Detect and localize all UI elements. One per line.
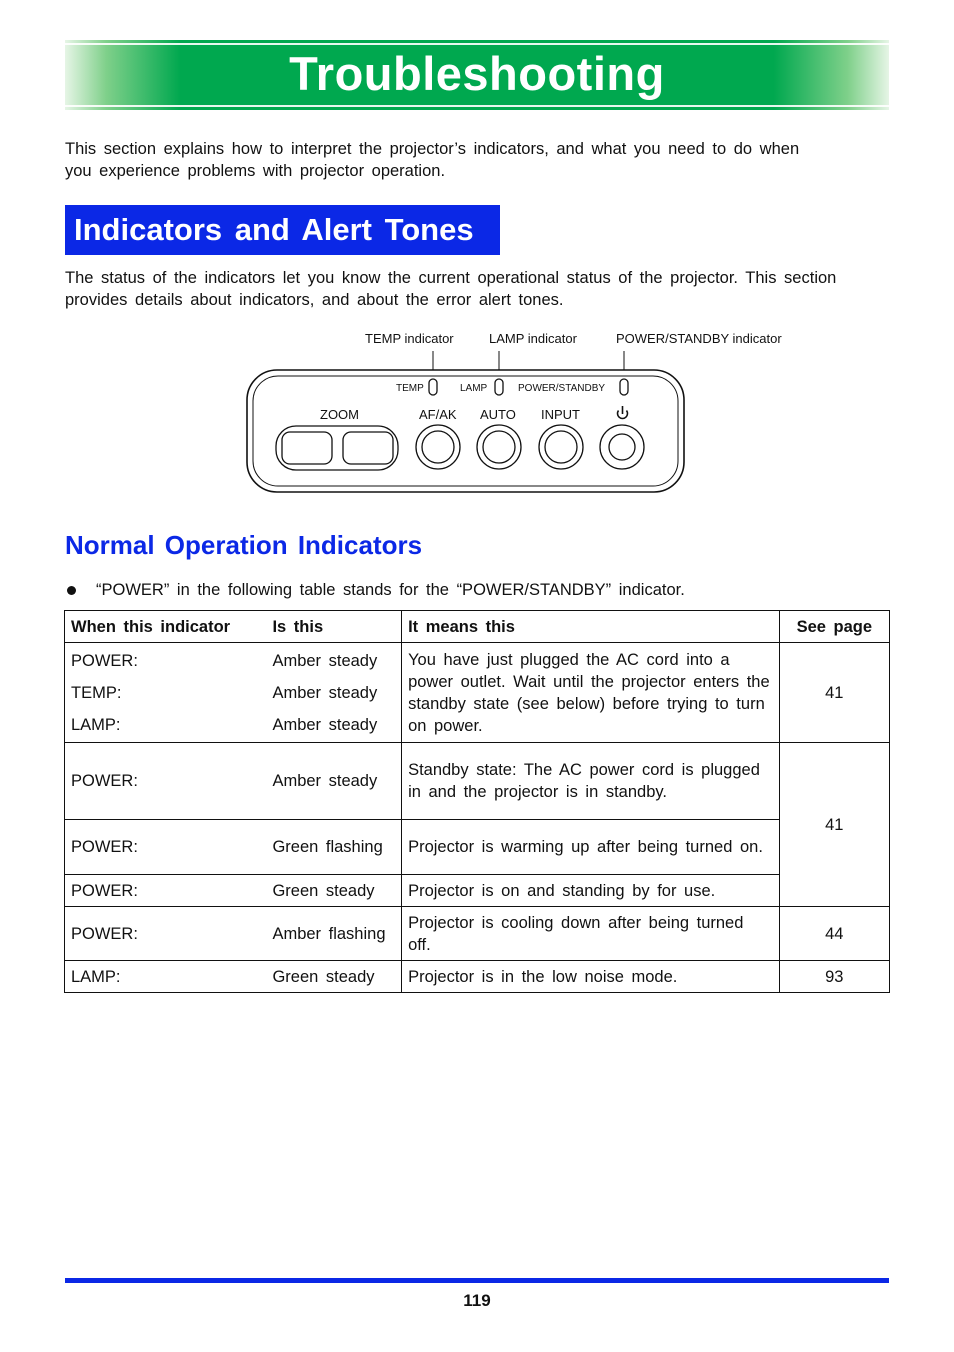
power-panel-label: POWER/STANDBY xyxy=(518,383,606,394)
section-paragraph: The status of the indicators let you know the current operational status of the projector. This section provides details about indicators, and about the error alert tones. xyxy=(65,269,837,309)
lamp-indicator-lamp xyxy=(495,379,503,395)
header-see-page: See page xyxy=(779,611,889,643)
banner-bottom-rule xyxy=(65,105,889,107)
lamp-indicator-callout: LAMP indicator xyxy=(489,331,577,346)
table-row xyxy=(65,961,890,993)
page-ref-cell: 41 xyxy=(779,743,889,907)
page-ref-cell: 41 xyxy=(779,643,889,743)
power-button xyxy=(609,434,635,460)
afak-label: AF/AK xyxy=(419,407,457,422)
table-row xyxy=(65,643,890,743)
indicator-state-cell xyxy=(266,643,401,743)
page-ref-cell: 44 xyxy=(779,907,889,961)
temp-indicator-callout: TEMP indicator xyxy=(365,331,454,346)
power-indicator-lamp xyxy=(620,379,628,395)
indicator-state: Amber flashing xyxy=(266,907,401,961)
indicator-name-cell xyxy=(65,643,267,743)
section-heading: Indicators and Alert Tones xyxy=(74,212,474,247)
indicator-state: Green flashing xyxy=(266,820,401,875)
indicator-table xyxy=(64,610,890,993)
meaning-cell: Standby state: The AC power cord is plugged in and the projector is in standby. xyxy=(402,743,780,820)
control-panel-diagram xyxy=(240,325,800,500)
indicator-state: Amber steady xyxy=(266,743,401,820)
zoom-label: ZOOM xyxy=(320,407,359,422)
meaning-cell: Projector is on and standing by for use. xyxy=(402,875,780,907)
auto-label: AUTO xyxy=(480,407,516,422)
zoom-in-button xyxy=(343,432,393,464)
table-row xyxy=(65,907,890,961)
meaning-cell: Projector is cooling down after being turned off. xyxy=(402,907,780,961)
indicator-state: Green steady xyxy=(266,961,401,993)
indicator-name: POWER: xyxy=(65,907,267,961)
lamp-panel-label: LAMP xyxy=(460,383,488,394)
zoom-out-button xyxy=(282,432,332,464)
intro-paragraph: This section explains how to interpret the projector’s indicators, and what you need to do when you experience problems with projector operation. xyxy=(65,140,800,180)
bullet-dot xyxy=(67,586,76,595)
indicator-name: POWER: xyxy=(65,820,267,875)
indicator-state: Amber steady xyxy=(272,715,378,734)
table-row xyxy=(65,820,890,875)
indicator-name: TEMP: xyxy=(71,683,122,702)
temp-panel-label: TEMP xyxy=(396,383,424,394)
header-meaning: It means this xyxy=(402,611,780,643)
input-button xyxy=(545,431,577,463)
power-indicator-callout: POWER/STANDBY indicator xyxy=(616,331,782,346)
section-heading-box xyxy=(65,205,500,255)
header-is-this: Is this xyxy=(266,611,401,643)
auto-button xyxy=(483,431,515,463)
table-row xyxy=(65,743,890,820)
input-label: INPUT xyxy=(541,407,580,422)
indicator-name: POWER: xyxy=(65,743,267,820)
temp-indicator-lamp xyxy=(429,379,437,395)
subsection-heading: Normal Operation Indicators xyxy=(65,530,423,560)
page-ref-cell: 93 xyxy=(779,961,889,993)
indicator-state: Amber steady xyxy=(272,651,378,670)
banner-top-rule xyxy=(65,43,889,45)
indicator-name: LAMP: xyxy=(65,961,267,993)
meaning-cell: Projector is warming up after being turned on. xyxy=(402,820,780,875)
footer-rule xyxy=(65,1278,889,1283)
indicator-state: Amber steady xyxy=(272,683,378,702)
title-banner xyxy=(65,40,889,110)
indicator-name: POWER: xyxy=(71,651,138,670)
indicator-name: LAMP: xyxy=(71,715,121,734)
table-row xyxy=(65,875,890,907)
meaning-cell: You have just plugged the AC cord into a power outlet. Wait until the projector enters the standby state (see below) before trying to turn on power. xyxy=(402,643,780,743)
table-header-row xyxy=(65,611,890,643)
page-title: Troubleshooting xyxy=(289,47,665,100)
meaning-cell: Projector is in the low noise mode. xyxy=(402,961,780,993)
indicator-state: Green steady xyxy=(266,875,401,907)
bullet-text: “POWER” in the following table stands for the “POWER/STANDBY” indicator. xyxy=(96,581,685,599)
page-number: 119 xyxy=(463,1291,491,1310)
header-when-indicator: When this indicator xyxy=(65,611,267,643)
afak-button xyxy=(422,431,454,463)
indicator-name: POWER: xyxy=(65,875,267,907)
